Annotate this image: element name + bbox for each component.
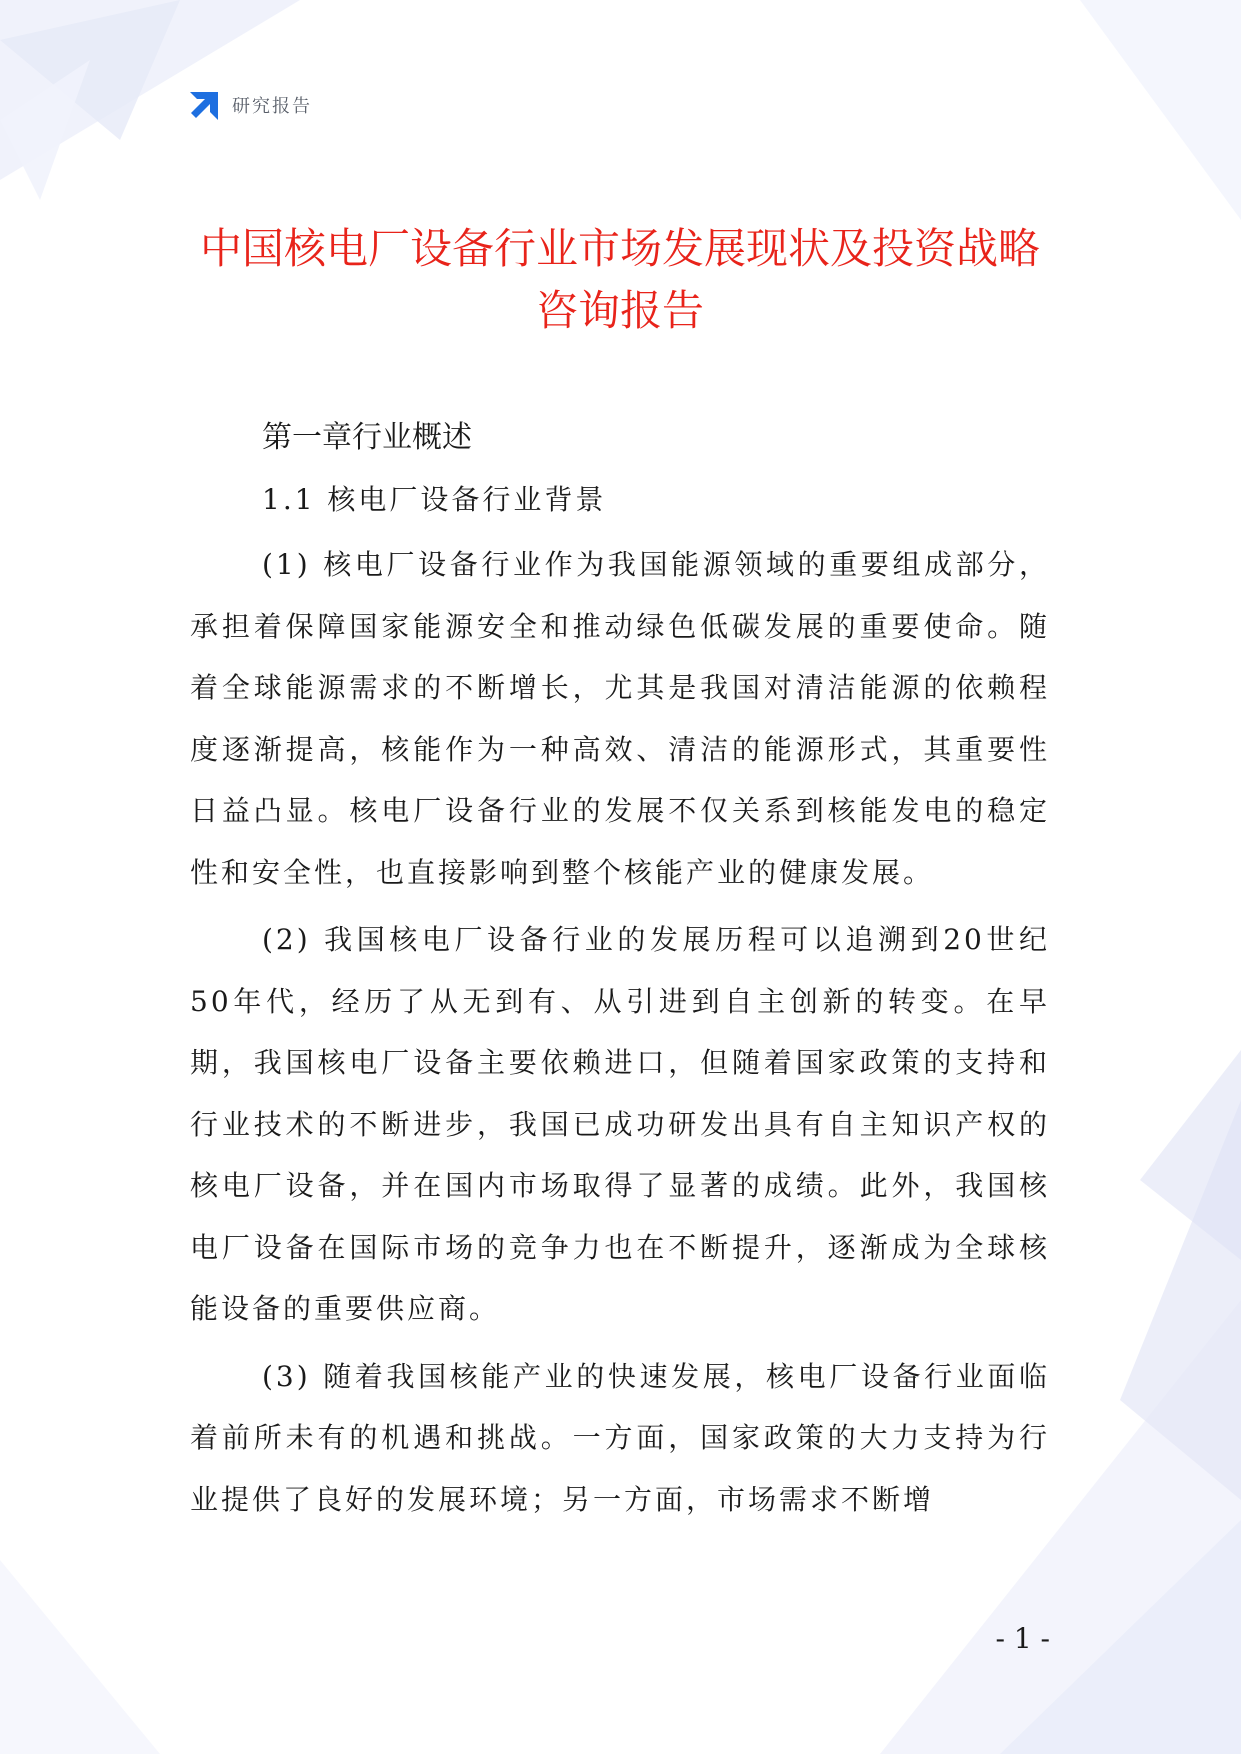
paragraph-1: (1) 核电厂设备行业作为我国能源领域的重要组成部分，承担着保障国家能源安全和推动绿色低碳发展的重要使命。随着全球能源需求的不断增长，尤其是我国对清洁能源的依赖程度逐渐提高，核能作为一种高效、清洁的能源形式，其重要性日益凸显。核电厂设备行业的发展不仅关系到核能发电的稳定性和安全性，也直接影响到整个核能产业的健康发展。 [190, 548, 1050, 889]
document-title: 中国核电厂设备行业市场发展现状及投资战略咨询报告 [199, 224, 1040, 335]
arrow-up-right-icon [188, 88, 222, 122]
page-number: - 1 - [995, 1622, 1050, 1655]
header-label: 研究报告 [232, 96, 312, 117]
chapter-heading: 第一章行业概述 [262, 420, 472, 455]
section-heading: 1.1 核电厂设备行业背景 [262, 483, 607, 516]
document-body [190, 410, 1050, 1530]
paragraph-3: (3) 随着我国核能产业的快速发展，核电厂设备行业面临着前所未有的机遇和挑战。一方面，国家政策的大力支持为行业提供了良好的发展环境；另一方面，市场需求不断增 [190, 1359, 1050, 1516]
report-header [188, 88, 312, 122]
paragraph-2: (2) 我国核电厂设备行业的发展历程可以追溯到20世纪50年代，经历了从无到有、从引进到自主创新的转变。在早期，我国核电厂设备主要依赖进口，但随着国家政策的支持和行业技术的不断进步，我国已成功研发出具有自主知识产权的核电厂设备，并在国内市场取得了显著的成绩。此外，我国核电厂设备在国际市场的竞争力也在不断提升，逐渐成为全球核能设备的重要供应商。 [190, 923, 1050, 1325]
